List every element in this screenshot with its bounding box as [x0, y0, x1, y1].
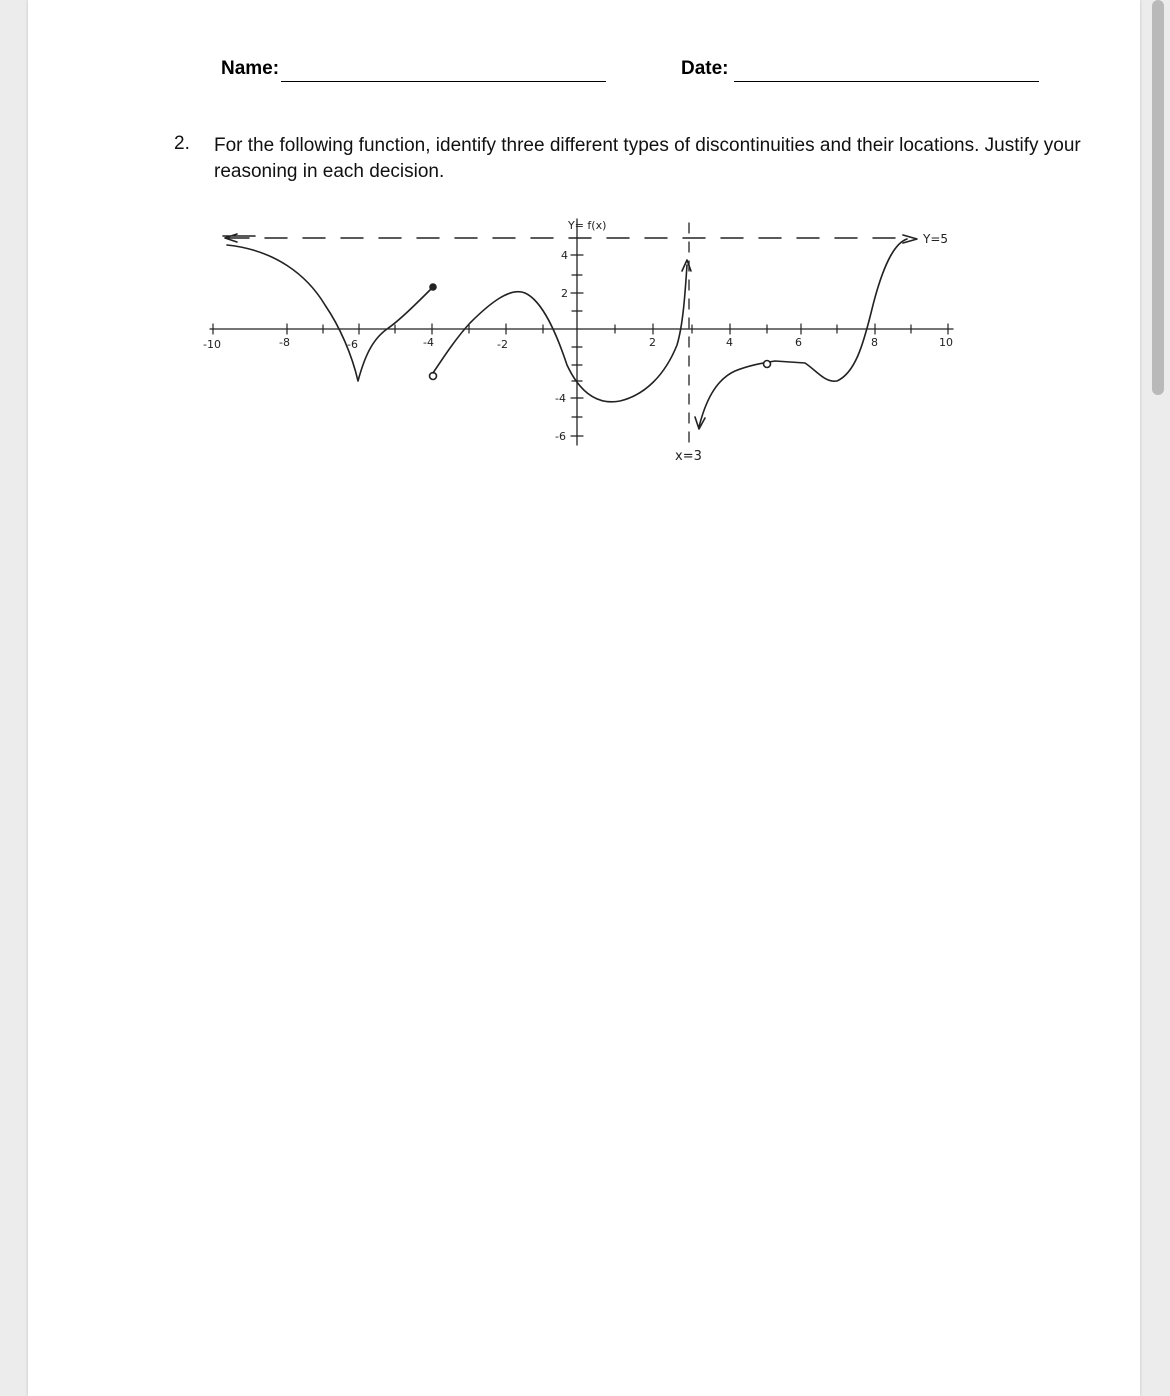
x-tick-label: -10 — [203, 338, 221, 351]
open-point-hole — [764, 361, 771, 368]
x-tick-label: 6 — [795, 336, 802, 349]
date-blank-line[interactable] — [734, 59, 1039, 82]
y-tick-label: 2 — [561, 287, 568, 300]
x-tick-label: 2 — [649, 336, 656, 349]
x-tick-label: 8 — [871, 336, 878, 349]
x-tick-label: -8 — [279, 336, 290, 349]
curve-segment-left — [227, 245, 433, 381]
question-text: For the following function, identify three different types of discontinuities and their locations. Justify your reasoning in each decision. — [214, 135, 1081, 182]
y-tick-label: 4 — [561, 249, 568, 262]
x-tick-label: 10 — [939, 336, 953, 349]
name-field[interactable] — [221, 56, 606, 82]
function-graph — [195, 205, 975, 470]
function-label: Y= f(x) — [568, 219, 607, 232]
x-tick-label: 4 — [726, 336, 733, 349]
curve-segment-middle — [433, 265, 687, 402]
closed-point-jump — [430, 284, 436, 290]
y-tick-label: -6 — [555, 430, 566, 443]
date-label: Date: — [681, 58, 729, 79]
name-blank-line[interactable] — [281, 59, 606, 82]
y-tick-label: -4 — [555, 392, 566, 405]
vertical-asymptote-label: x=3 — [675, 449, 702, 464]
x-tick-label: -2 — [497, 338, 508, 351]
question-number: 2. — [174, 133, 190, 154]
name-label: Name: — [221, 58, 280, 79]
date-field[interactable] — [681, 56, 1039, 82]
horizontal-asymptote-label: Y=5 — [923, 232, 949, 246]
x-tick-label: -4 — [423, 336, 434, 349]
x-tick-label: -6 — [347, 338, 358, 351]
vertical-scrollbar[interactable] — [1152, 0, 1164, 395]
